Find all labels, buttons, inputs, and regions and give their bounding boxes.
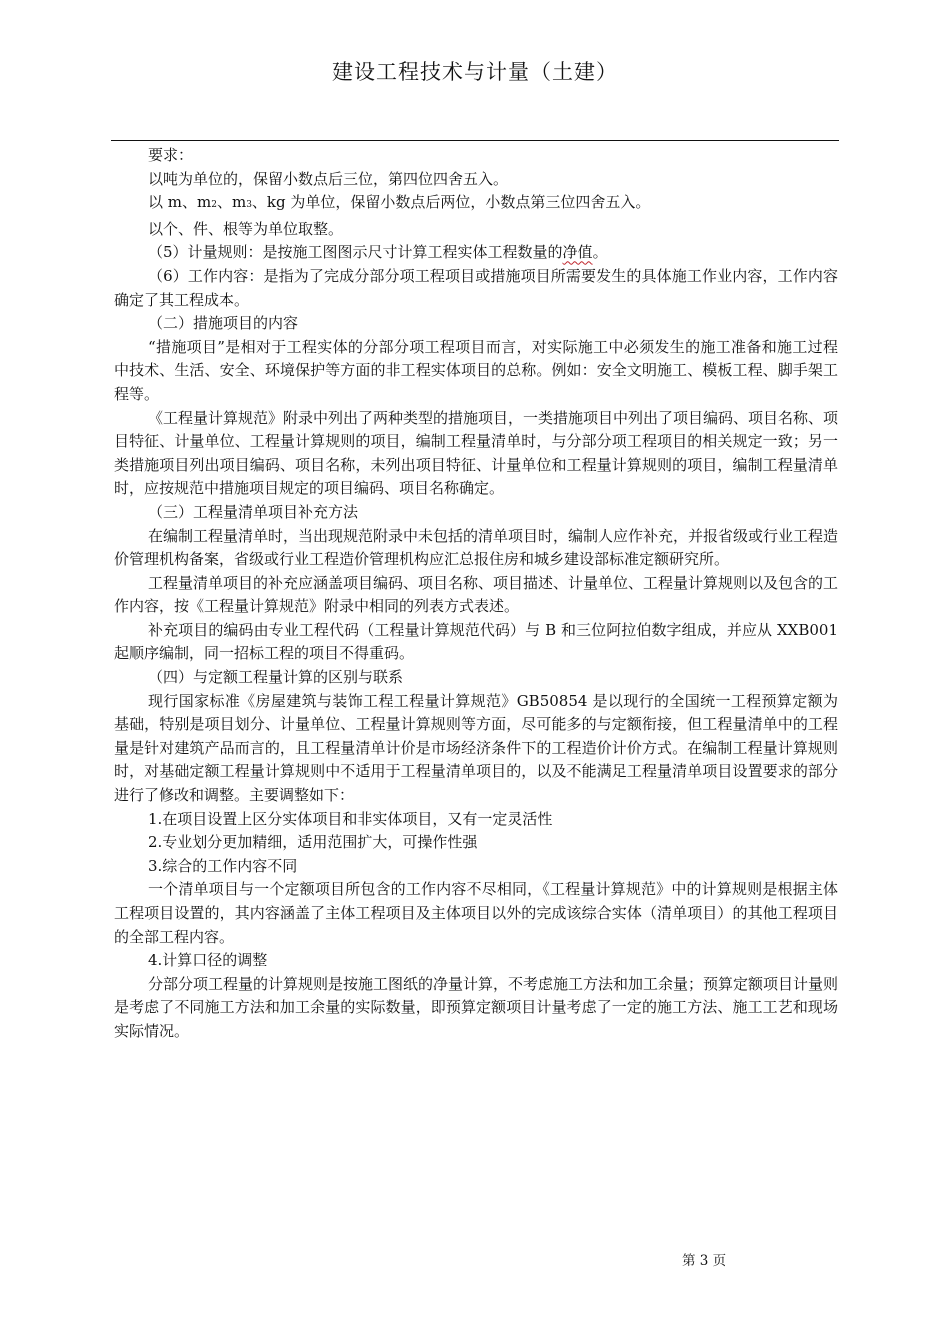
subscript-3: 3 xyxy=(246,200,252,211)
list-item-4: 4.计算口径的调整 xyxy=(148,951,268,970)
document-body xyxy=(114,144,838,1044)
paragraph-work-content: （6）工作内容：是指为了完成分部分项工程项目或措施项目所需要发生的具体施工作业内容，工作内容确定了其工程成本。 xyxy=(114,266,838,309)
paragraph-ton-rule: 以吨为单位的，保留小数点后三位，第四位四舍五入。 xyxy=(148,169,509,188)
list-item-2: 2.专业划分更加精细，适用范围扩大，可操作性强 xyxy=(148,833,478,852)
header-rule xyxy=(111,140,839,141)
paragraph-requirements: 要求： xyxy=(148,146,194,164)
list-item-1: 1.在项目设置上区分实体项目和非实体项目，又有一定灵活性 xyxy=(148,809,553,828)
spellcheck-underlined-word: 净值 xyxy=(562,243,593,262)
paragraph-measures-types: 《工程量计算规范》附录中列出了两种类型的措施项目，一类措施项目中列出了项目编码、项目名称、项目特征、计量单位、工程量计算规则的项目，编制工程量清单时，与分部分项工程项目的相关规定一致；另一类措施项目列出项目编码、项目名称，未列出项目特征、计量单位和工程量计算规则的项目，编制工程量清单时，应按规范中措施项目规定的项目编码、项目名称确定。 xyxy=(114,408,839,498)
section-heading-2: （二）措施项目的内容 xyxy=(148,314,299,333)
paragraph-standard-basis: 现行国家标准《房屋建筑与装饰工程工程量计算规范》GB50854 是以现行的全国统一工程预算定额为基础，特别是项目划分、计量单位、工程量计算规则等方面，尽可能多的与定额衔接，但工程量清单中的工程量是针对建筑产品而言的，且工程量清单计价是市场经济条件下的工程造价计价方式。在编制工程量计算规则时，对基础定额工程量计算规则中不适用于工程量清单项目的，以及不能满足工程量清单项目设置要求的部分进行了修改和调整。主要调整如下： xyxy=(114,691,838,805)
paragraph-supplement-code: 补充项目的编码由专业工程代码（工程量计算规范代码）与 B 和三位阿拉伯数字组成，并应从 XXB001 起顺序编制，同一招标工程的项目不得重码。 xyxy=(114,620,838,663)
page-header-title: 建设工程技术与计量（土建） xyxy=(332,60,618,84)
section-heading-4: （四）与定额工程量计算的区别与联系 xyxy=(148,668,404,687)
section-heading-3: （三）工程量清单项目补充方法 xyxy=(148,502,359,521)
list-item-3: 3.综合的工作内容不同 xyxy=(148,856,298,875)
paragraph-calculation-caliber: 分部分项工程量的计算规则是按施工图纸的净量计算，不考虑施工方法和加工余量；预算定额项目计量则是考虑了不同施工方法和加工余量的实际数量，即预算定额项目计量考虑了一定的施工方法、施工工艺和现场实际情况。 xyxy=(114,974,839,1040)
paragraph-metric-rule: 以 m、m2、m3、kg 为单位，保留小数点后两位，小数点第三位四舍五入。 xyxy=(148,193,651,212)
paragraph-measurement-rule: （5）计量规则：是按施工图图示尺寸计算工程实体工程数量的净值。 xyxy=(148,243,608,262)
paragraph-measures-definition: “措施项目”是相对于工程实体的分部分项工程项目而言，对实际施工中必须发生的施工准备和施工过程中技术、生活、安全、环境保护等方面的非工程实体项目的总称。例如：安全文明施工、模板工程、脚手架工程等。 xyxy=(114,337,838,403)
paragraph-integer-rule: 以个、件、根等为单位取整。 xyxy=(148,219,344,238)
paragraph-supplement-procedure: 在编制工程量清单时，当出现规范附录中未包括的清单项目时，编制人应作补充，并报省级或行业工程造价管理机构备案，省级或行业工程造价管理机构应汇总报住房和城乡建设部标准定额研究所。 xyxy=(114,526,839,569)
paragraph-work-content-diff: 一个清单项目与一个定额项目所包含的工作内容不尽相同，《工程量计算规范》中的计算规则是根据主体工程项目设置的，其内容涵盖了主体工程项目及主体项目以外的完成该综合实体（清单项目）的其他工程项目的全部工程内容。 xyxy=(114,880,838,946)
page-number: 第 3 页 xyxy=(682,1253,727,1269)
subscript-2: 2 xyxy=(211,200,217,211)
paragraph-supplement-content: 工程量清单项目的补充应涵盖项目编码、项目名称、项目描述、计量单位、工程量计算规则以及包含的工作内容，按《工程量计算规范》附录中相同的列表方式表述。 xyxy=(114,573,839,616)
